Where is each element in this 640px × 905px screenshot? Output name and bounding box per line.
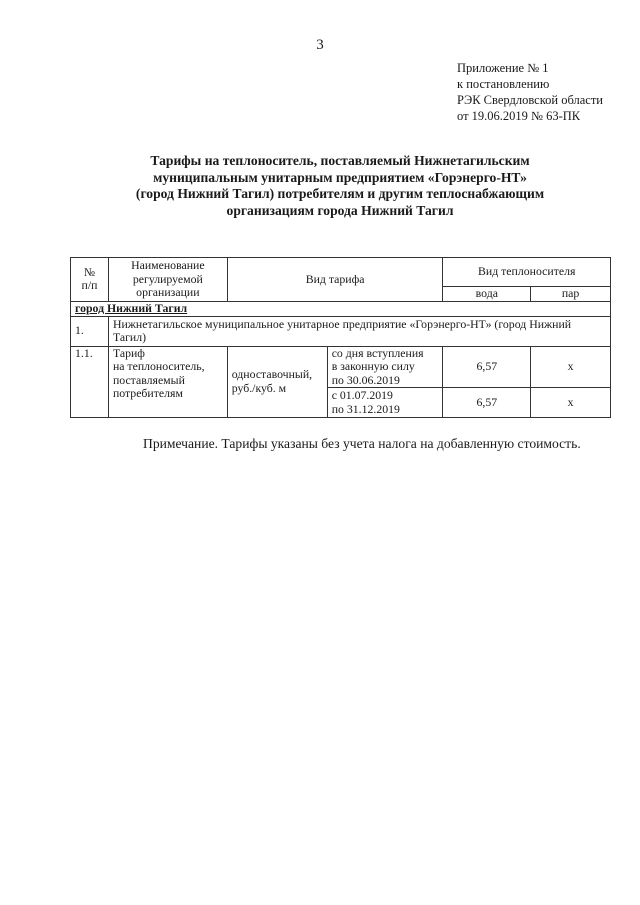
tariff-period-1-water: 6,57 [443, 346, 531, 388]
tariff-period-1-steam: х [531, 346, 611, 388]
tariff-row-type [227, 346, 327, 418]
tariff-row-num: 1.1. [71, 346, 109, 418]
header-water: вода [443, 287, 531, 302]
tariff-period-2-steam: х [531, 388, 611, 418]
tariff-period-2-water: 6,57 [443, 388, 531, 418]
title-line: муниципальным унитарным предприятием «Горэнерго-НТ» [153, 169, 527, 185]
tariff-row-name [108, 346, 227, 418]
header-organization-text: Наименование регулируемой организации [131, 258, 205, 299]
tariff-period-2 [327, 388, 443, 418]
document-title [70, 153, 610, 219]
header-organization [108, 258, 227, 302]
appendix-line: РЭК Свердловской области [457, 93, 603, 107]
tariff-period-1 [327, 346, 443, 388]
vat-note: Примечание. Тарифы указаны без учета налога на добавленную стоимость. [143, 436, 581, 451]
tariff-row-name-text: Тариф на теплоноситель, поставляемый потребителям [112, 345, 205, 400]
page-number: 3 [316, 37, 324, 53]
city-section-row: город Нижний Тагил [71, 301, 611, 316]
appendix-line: Приложение № 1 [457, 61, 549, 75]
org-row-num: 1. [71, 316, 109, 346]
appendix-line: от 19.06.2019 № 63-ПК [457, 109, 581, 123]
title-line: (город Нижний Тагил) потребителям и другим теплоснабжающим [135, 186, 545, 201]
header-steam: пар [531, 287, 611, 302]
tariff-row-type-text: одноставочный, руб./куб. м [231, 367, 313, 395]
tariff-period-2-text: с 01.07.2019 по 31.12.2019 [331, 388, 400, 416]
appendix-reference [457, 60, 603, 124]
tariff-table [70, 257, 611, 418]
appendix-line: к постановлению [457, 77, 550, 91]
header-num [71, 258, 109, 302]
header-tariff-type: Вид тарифа [227, 258, 443, 302]
header-carrier-type: Вид теплоносителя [443, 258, 611, 287]
header-num-text: № п/п [81, 264, 98, 293]
title-line: организациям города Нижний Тагил [226, 202, 454, 218]
tariff-period-1-text: со дня вступления в законную силу по 30.06.2019 [331, 345, 424, 387]
title-line: Тарифы на теплоноситель, поставляемый Нижнетагильским [150, 153, 530, 168]
org-row-name: Нижнетагильское муниципальное унитарное предприятие «Горэнерго-НТ» (город Нижний Тагил) [108, 316, 610, 346]
